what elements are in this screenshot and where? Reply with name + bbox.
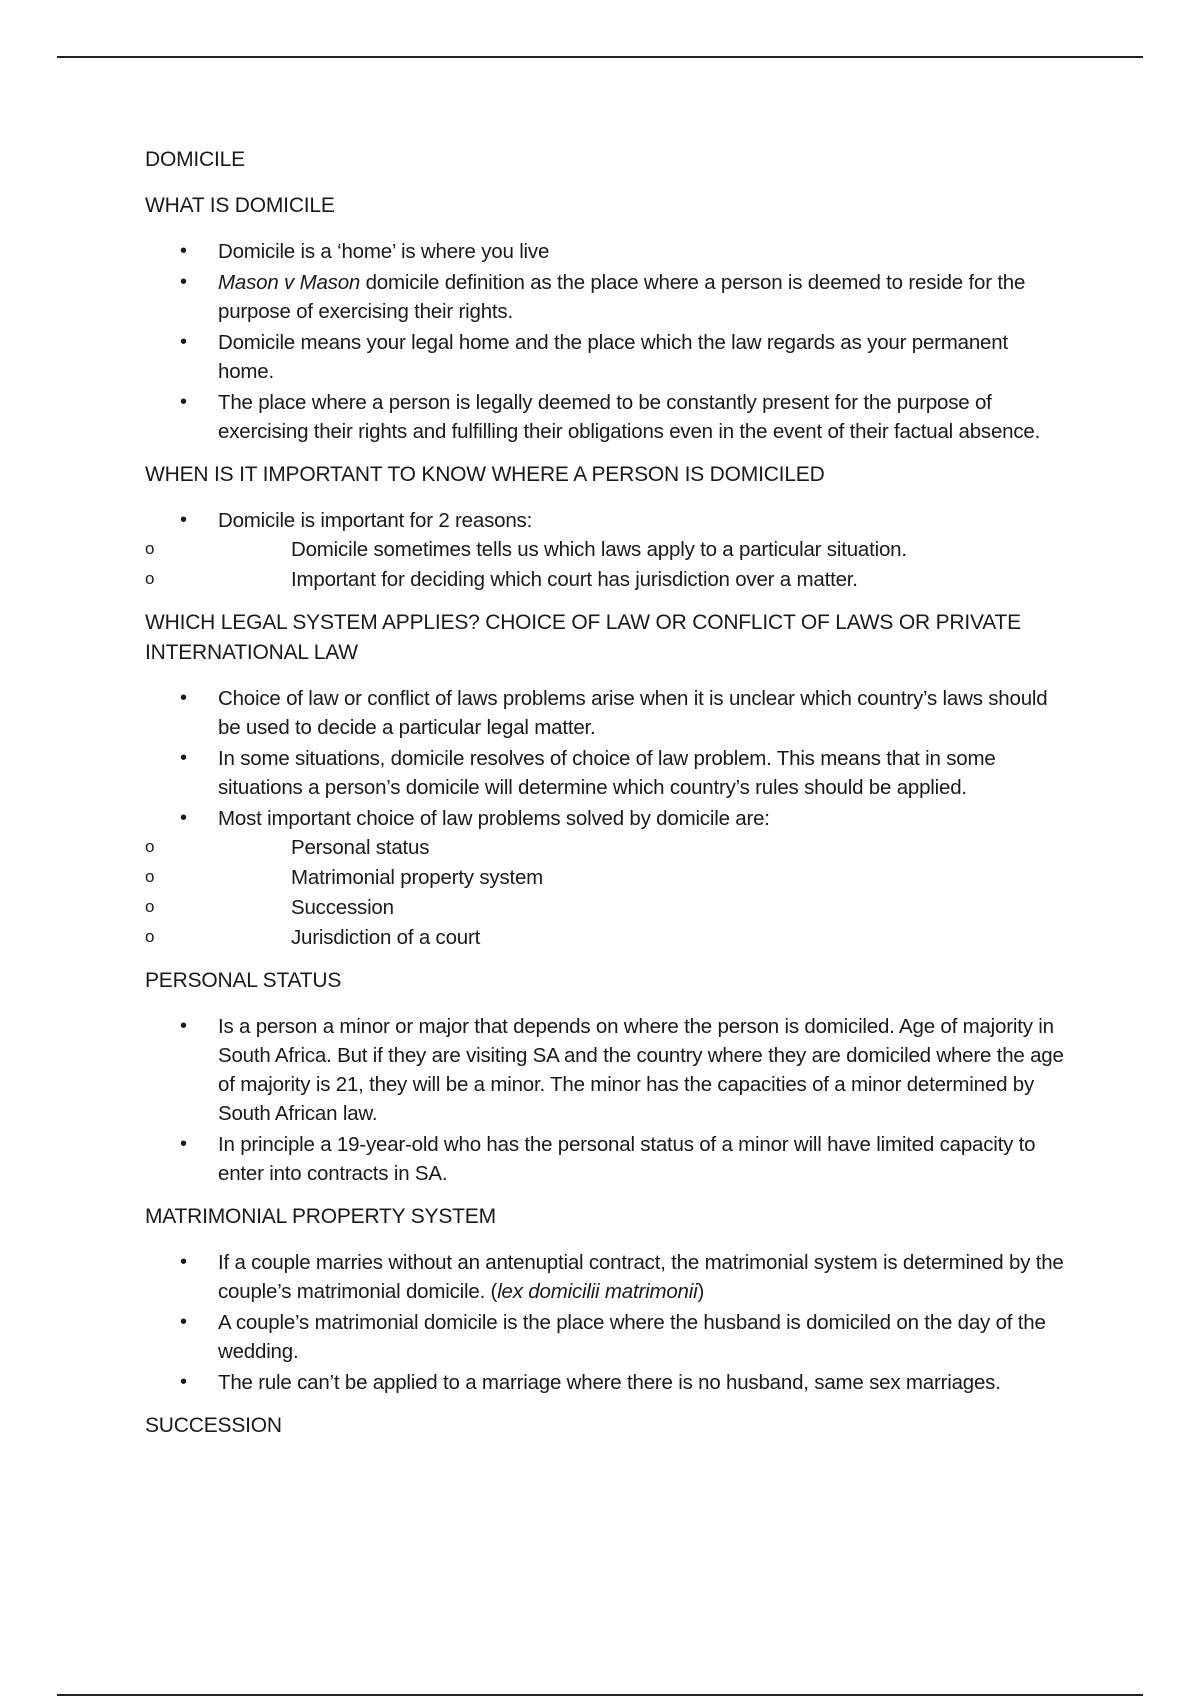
list-item <box>145 268 1065 326</box>
closing-paren: ) <box>697 1280 705 1303</box>
sub-list-item: o Succession <box>218 893 1065 922</box>
bullet-list <box>145 237 1065 446</box>
sub-list-item: o Jurisdiction of a court <box>218 923 1065 952</box>
list-item: • The rule can’t be applied to a marriage where there is no husband, same sex marriages. <box>145 1368 1065 1397</box>
list-item <box>145 1248 1065 1306</box>
case-name: Mason v Mason <box>218 271 361 294</box>
list-item: • Domicile is a ‘home’ is where you live <box>145 237 1065 266</box>
bullet-list <box>145 506 1065 594</box>
sub-list <box>218 833 1065 952</box>
list-item-text: If a couple marries without an antenuptial contract, the matrimonial system is determined by the couple’s matrimonial domicile. ( <box>218 1251 1064 1303</box>
bullet-list <box>145 1248 1065 1397</box>
section-heading: WHEN IS IT IMPORTANT TO KNOW WHERE A PERSON IS DOMICILED <box>145 463 825 486</box>
section-heading: WHICH LEGAL SYSTEM APPLIES? CHOICE OF LAW OR CONFLICT OF LAWS OR PRIVATE INTERNATIONAL LAW <box>145 611 1021 664</box>
list-item-text: domicile definition as the place where a person is deemed to reside for the purpose of exercising their rights. <box>218 271 1026 323</box>
list-item-text: Most important choice of law problems solved by domicile are: <box>218 807 770 830</box>
top-rule <box>57 56 1143 58</box>
document-title: DOMICILE <box>145 148 245 171</box>
list-item-text: Domicile is important for 2 reasons: <box>218 509 533 532</box>
list-item <box>145 506 1065 594</box>
list-item <box>145 804 1065 952</box>
bottom-rule <box>57 1694 1143 1696</box>
list-item: • A couple’s matrimonial domicile is the place where the husband is domiciled on the day of the wedding. <box>145 1308 1065 1366</box>
sub-list-item: o Personal status <box>218 833 1065 862</box>
sub-list-item: o Matrimonial property system <box>218 863 1065 892</box>
list-item: • Choice of law or conflict of laws problems arise when it is unclear which country’s laws should be used to decide a particular legal matter. <box>145 684 1065 742</box>
list-item: • In some situations, domicile resolves of choice of law problem. This means that in some situations a person’s domicile will determine which country’s rules should be applied. <box>145 744 1065 802</box>
list-item: • In principle a 19-year-old who has the personal status of a minor will have limited capacity to enter into contracts in SA. <box>145 1130 1065 1188</box>
bullet-list <box>145 684 1065 952</box>
document-body <box>145 145 1065 1457</box>
sub-list-item: o Domicile sometimes tells us which laws apply to a particular situation. <box>218 535 1065 564</box>
sub-list <box>218 535 1065 594</box>
section-heading: MATRIMONIAL PROPERTY SYSTEM <box>145 1205 496 1228</box>
list-item: • Is a person a minor or major that depends on where the person is domiciled. Age of majority in South Africa. But if they are visiting SA and the country where they are domiciled where the age of majority is 21, they will be a minor. The minor has the capacities of a minor determined by South African law. <box>145 1012 1065 1128</box>
section-heading: SUCCESSION <box>145 1414 282 1437</box>
list-item: • The place where a person is legally deemed to be constantly present for the purpose of exercising their rights and fulfilling their obligations even in the event of their factual absence. <box>145 388 1065 446</box>
bullet-list <box>145 1012 1065 1188</box>
latin-term: lex domicilii matrimonii <box>497 1280 698 1303</box>
sub-list-item: o Important for deciding which court has jurisdiction over a matter. <box>218 565 1065 594</box>
section-heading: WHAT IS DOMICILE <box>145 194 335 217</box>
list-item: • Domicile means your legal home and the place which the law regards as your permanent home. <box>145 328 1065 386</box>
section-heading: PERSONAL STATUS <box>145 969 342 992</box>
